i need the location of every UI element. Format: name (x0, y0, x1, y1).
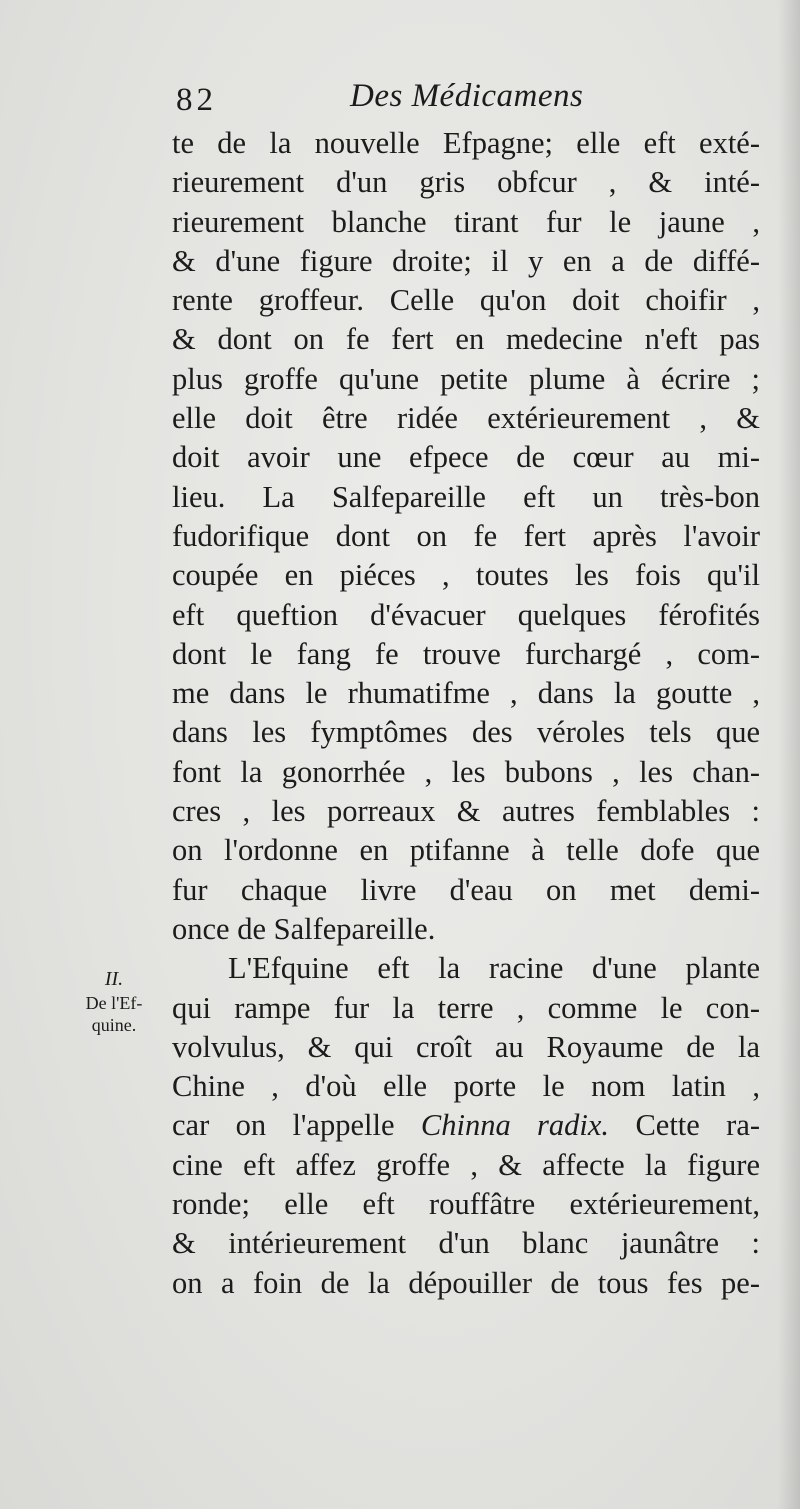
text-line: font la gonorrhée , les bubons , les chan- (172, 754, 760, 789)
text-line: lieu. La Salfepareille eft un très-bon (172, 479, 760, 514)
text-line: plus groffe qu'une petite plume à écrire ; (172, 361, 760, 396)
text-line: cine eft affez groffe , & affecte la figure (172, 1147, 760, 1182)
text-line: & intérieurement d'un blanc jaunâtre : (172, 1226, 760, 1261)
margin-note-line: De l'Ef- (85, 993, 143, 1013)
text-line: dans les fymptômes des véroles tels que (172, 715, 760, 750)
text-segment: Cette ra- (635, 1108, 761, 1143)
text-line: Chine , d'où elle porte le nom latin , (172, 1069, 760, 1104)
text-line: on a foin de la dépouiller de tous fes pe- (172, 1265, 760, 1300)
text-line: on l'ordonne en ptifanne à telle dofe que (172, 833, 760, 868)
running-head: Des Médicamens (350, 78, 584, 114)
text-line: cres , les porreaux & autres femblables : (172, 794, 760, 829)
text-line: fur chaque livre d'eau on met demi- (172, 872, 760, 907)
latin-term: Chinna radix. (420, 1108, 610, 1143)
margin-note (64, 966, 164, 1036)
text-line: eft queftion d'évacuer quelques férofités (172, 597, 760, 632)
text-line: rieurement blanche tirant fur le jaune , (172, 204, 760, 239)
text-line: fudorifique dont on fe fert après l'avoir (172, 518, 760, 553)
text-line: rente groffeur. Celle qu'on doit choifir , (172, 283, 760, 318)
margin-note-number: II. (104, 968, 124, 990)
text-line: ronde; elle eft rouffâtre extérieurement, (172, 1187, 760, 1222)
text-segment: car on l'appelle (172, 1108, 395, 1143)
page-edge-shadow (778, 0, 800, 1509)
text-line: te de la nouvelle Efpagne; elle eft exté- (172, 126, 760, 160)
text-line: rieurement d'un gris obfcur , & inté- (172, 165, 760, 200)
body-text (172, 124, 760, 1303)
text-line: & d'une figure droite; il y en a de diffé- (172, 243, 760, 278)
text-line-with-italic (172, 1106, 760, 1145)
text-line: once de Salfepareille. (172, 911, 436, 946)
text-line: doit avoir une efpece de cœur au mi- (172, 440, 760, 475)
text-line: coupée en piéces , toutes les fois qu'il (172, 558, 760, 593)
page-number: 82 (176, 82, 217, 118)
page-header (172, 78, 592, 122)
text-line: & dont on fe fert en medecine n'eft pas (172, 322, 760, 357)
text-line: qui rampe fur la terre , comme le con- (172, 990, 760, 1025)
text-line: dont le fang fe trouve furchargé , com- (172, 636, 760, 671)
text-line: me dans le rhumatifme , dans la goutte , (172, 676, 760, 711)
text-line: volvulus, & qui croît au Royaume de la (172, 1029, 760, 1064)
margin-note-line: quine. (91, 1015, 137, 1035)
text-line: elle doit être ridée extérieurement , & (172, 401, 760, 436)
text-line: L'Efquine eft la racine d'une plante (228, 951, 760, 986)
